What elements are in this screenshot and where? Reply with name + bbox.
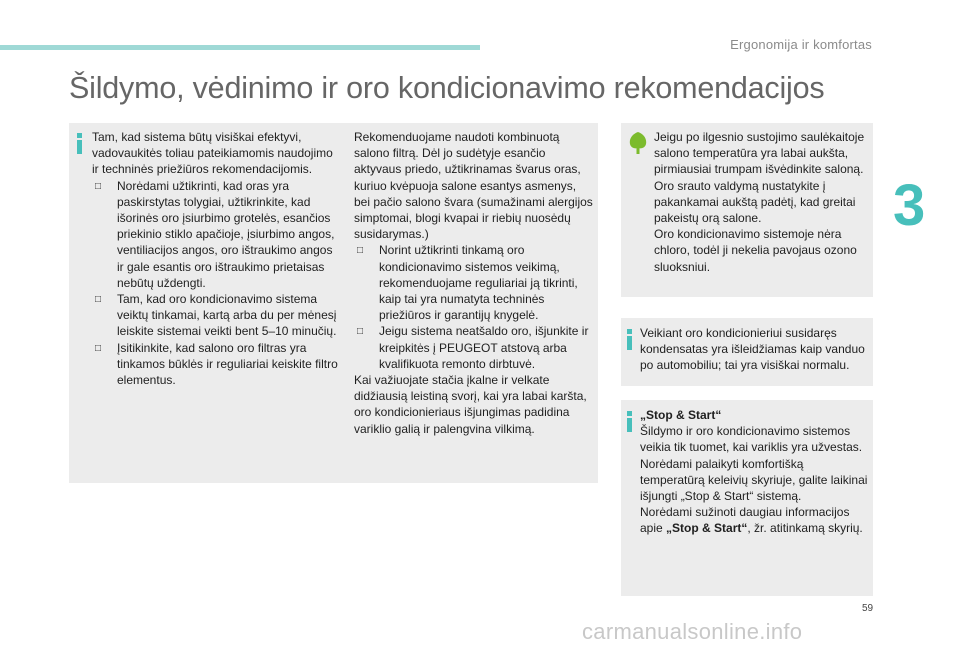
info-icon: [627, 329, 632, 350]
stop-start-title: „Stop & Start“: [640, 408, 722, 422]
stop-start-text: Šildymo ir oro kondicionavimo sistemos veikia tik tuomet, kai variklis yra užvestas. Norėdami palaikyti komfortišką temperatūrą keleivių skyriuje, galite laikinai išjungti „Stop & Start“ sistemą.: [640, 424, 868, 504]
square-bullet-icon: □: [95, 180, 102, 192]
col2-outro: Kai važiuojate stačia įkalne ir velkate didžiausią leistiną svorį, kai yra labai karšta, oro kondicionieriaus išjungimas padidina variklio galią ir palengvina vilkimą.: [354, 373, 587, 436]
column-2: [354, 129, 594, 437]
col1-bullet-3: Įsitikinkite, kad salono oro filtras yra tinkamos būklės ir reguliariai keiskite filtro elementus.: [117, 340, 338, 388]
list-item: [92, 340, 340, 389]
eco-text: Jeigu po ilgesnio sustojimo saulėkaitoje salono temperatūra yra labai aukšta, pirmiausiai trumpam išvėdinkite saloną. Oro srauto valdymą nustatykite į pakankamai aukštą padėtį, kad greitai pakeistų orą salone.: [654, 130, 865, 226]
column-1: [92, 129, 340, 388]
stop-start-text-block: [640, 407, 870, 537]
eco-leaf-icon: [627, 131, 649, 155]
top-accent-bar: [0, 45, 480, 50]
col2-bullet-2: Jeigu sistema neatšaldo oro, išjunkite ir kreipkitės į PEUGEOT atstovą arba kvalifikuota remonto dirbtuvė.: [379, 324, 589, 371]
square-bullet-icon: □: [357, 245, 364, 257]
page-number: 59: [862, 603, 874, 614]
col1-intro: Tam, kad sistema būtų visiškai efektyvi, vadovaukitės toliau pateikiamomis naudojimo ir techninės priežiūros rekomendacijomis.: [92, 130, 333, 177]
stop-start-more-prefix: Norėdami sužinoti daugiau informacijos apie: [640, 505, 850, 536]
chapter-number: 3: [893, 173, 926, 238]
list-item: [354, 242, 594, 323]
stop-start-more-suffix: , žr. atitinkamą skyrių.: [747, 521, 863, 536]
col1-bullet-1: Norėdami užtikrinti, kad oras yra paskirstytas tolygiai, užtikrinkite, kad išorinės oro įsiurbimo grotelės, esančios priekinio stiklo apačioje, įsiurbimo angos, ventiliacijos angos, oro ištraukimo angos ir gale esantis oro ištraukimo prietaisas nebūtų uždengti.: [117, 178, 335, 290]
info-icon: [77, 133, 82, 154]
eco-text-2: Oro kondicionavimo sistemoje nėra chloro, todėl ji nekelia pavojaus ozono sluoksniui.: [654, 227, 857, 274]
col2-intro: Rekomenduojame naudoti kombinuotą salono filtrą. Dėl jo sudėtyje esančio aktyvaus priedo, užtikrinamas švarus oras, kuriuo kvėpuoja salone esantys asmenys, bei pačio salono švara (sumažinami alergijos simptomai, blogi kvapai ir riebių nuosėdų susidarymas.): [354, 130, 593, 242]
eco-text-block: [654, 129, 869, 275]
list-item: [92, 291, 340, 340]
square-bullet-icon: □: [357, 326, 364, 338]
condensate-text-block: [640, 325, 870, 374]
list-item: [92, 178, 340, 291]
col2-bullet-1: Norint užtikrinti tinkamą oro kondicionavimo sistemos veikimą, rekomenduojame reguliariai ją tikrinti, kaip tai yra numatyta techninės priežiūros ir garantijų knygelė.: [379, 243, 578, 323]
list-item: [354, 323, 594, 372]
page-title: Šildymo, vėdinimo ir oro kondicionavimo rekomendacijos: [69, 71, 825, 105]
info-icon: [627, 411, 632, 432]
condensate-text: Veikiant oro kondicionieriui susidaręs kondensatas yra išleidžiamas kaip vanduo po automobiliu; tai yra visiškai normalu.: [640, 326, 865, 373]
square-bullet-icon: □: [95, 342, 102, 354]
stop-start-more-bold: „Stop & Start“: [666, 521, 748, 536]
section-title: Ergonomija ir komfortas: [730, 37, 872, 52]
col1-bullet-2: Tam, kad oro kondicionavimo sistema veiktų tinkamai, kartą arba du per mėnesį leiskite sistemai veikti bent 5–10 minučių.: [117, 292, 337, 339]
stop-start-more: [640, 504, 870, 536]
square-bullet-icon: □: [95, 294, 102, 306]
watermark: carmanualsonline.info: [582, 619, 803, 644]
